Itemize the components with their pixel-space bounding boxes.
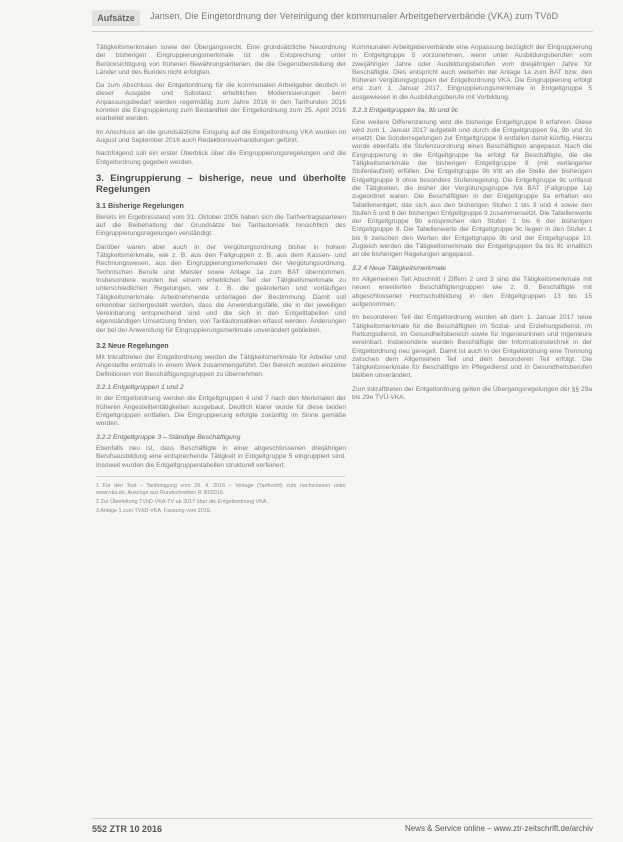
running-title: Jansen, Die Eingetordnung der Vereinigung der kommunaler Arbeitgeberverbände (VKA) zum TVöD [150, 11, 559, 21]
paragraph: In der Entgeltordnung werden die Entgeltgruppen 4 und 7 nach den Merkmalen der früheren Angestelltentätigkeiten ausgebaut. Deutlich klarer wurde für diese beiden Entgeltgruppen entfallen. Die Eingruppierung erfolgte zukünftig im Sinne gemäße worden. [96, 395, 346, 428]
page-footer [0, 814, 623, 842]
subsection-heading: 3.1 Bisherige Regelungen [96, 200, 184, 210]
footnotes [96, 483, 346, 515]
subsubsection-heading: 3.2.1 Entgeltgruppen 1 und 2 [96, 383, 184, 391]
footer-rule [92, 818, 593, 819]
section-badge: Aufsätze [92, 10, 140, 26]
section-heading: 3. Eingruppierung – bisherige, neue und überholte Regelungen [96, 172, 346, 195]
footnote: 3 Anlage 1 zum TVöD-VKA, Fassung vom 2016. [96, 507, 212, 514]
subsection-heading: 3.2 Neue Regelungen [96, 341, 169, 351]
subsubsection-heading: 3.2.2 Entgeltgruppe 3 – Ständige Beschäftigung [96, 433, 241, 441]
paragraph: Ebenfalls neu ist, dass Beschäftigte in einer abgeschlossenen dreijährigen Berufsausbildung eine entsprechende Tätigkeit in Entgeltgruppe 5 eingruppiert sind. Insoweit wurden die Entgeltgruppentabellen strukturell verfeinert. [96, 445, 346, 469]
footnote-separator [96, 476, 346, 477]
paragraph: Bereits im Ergebnisstand vom 31. Oktober 2005 haben sich die Tarifvertragsparteien auf die Beibehaltung der Grundsätze bei Tarifautomatik hinsichtlich des Eingruppierungsregelungen verständigt. [96, 213, 346, 238]
footnote: 1 Für den Text – Tarifeinigung vom 29. 4. 2016 – Vorlage (Tarifrecht) zum nachzulesen unter www.vka.de, Auszüge aus Rundschreiben R 30/2016. [96, 482, 346, 496]
paragraph: Im Anschluss an die grundsätzliche Einigung auf die Entgeltordnung VKA wurden im August und September 2016 auch Redaktionsverhandlungen geführt. [96, 128, 346, 144]
subsubsection-heading: 3.2.3 Entgeltgruppen 9a, 9b und 9c [352, 107, 459, 115]
page-number: 552 ZTR 10 2016 [92, 824, 163, 834]
footnote: 2 Zur Überleitung TVöD-VKA-TV ab 2017 über die Entgeltordnung VKA. [96, 498, 268, 505]
paragraph: Zum Inkrafttreten der Entgeltordnung gelten die Übergangsregelungen der §§ 29a bis 29e TVÜ-VKA. [352, 385, 592, 401]
paragraph: Nachfolgend soll ein erster Überblick über die Eingruppierungsregelungen und die Entgeltordnung gegeben werden. [96, 150, 346, 166]
paragraph: Kommunalen Arbeitgeberverbände eine Anpassung bezüglich der Eingruppierung in Entgeltgruppe 5 vorzunehmen, wenn unter Ausbildungsberufen vom zweijährigen Jahre oder Ausbildungsberufen vom dreijährigen Jahre für Beschäftigte. Dies entspricht auch weiterhin der Anlage 1a zum BAT bzw. den früheren Vergütungsgruppen der Entgeltordnung VKA. Die Eingruppierung erfolgt erst zum 1. Januar 2017. Eingruppierungsmerkmale in Entgeltgruppe 5 ausgewiesen in die Ausbildungsberufe mit Vorbildung. [352, 44, 592, 101]
paragraph: Mit Inkrafttreten der Entgeltordnung werden die Tätigkeitsmerkmale für Arbeiter und Angestellte erstmals in einem Werk zusammengeführt. Der Bereich wurden einzelne Definitionen von Beschäftigungsgruppen zu übernehmen. [96, 354, 346, 378]
subsubsection-heading: 3.2.4 Neue Tätigkeitsmerkmale [352, 264, 447, 272]
paragraph: Im Allgemeinen Teil Abschnitt I Ziffern 2 und 3 sind die Tätigkeitsmerkmale mit neuen erweiterten Beschäftigtengruppen wie z. B. Beschäftigte mit abgeschlossener Hochschulbildung in den Entgeltgruppen 13 bis 15 aufgenommen. [352, 276, 592, 309]
paragraph: Tätigkeitsmerkmalen sowie der Übergangsrecht. Eine grundsätzliche Neuordnung der bisherigen Eingruppierungsmerkmale ist die Entsprechung unter Berücksichtigung von früheren Bewährungskriterien, die die Gegenüberstellung der Länder und des Bundes nicht erfolgten. [96, 44, 346, 76]
header-rule [92, 31, 593, 32]
paragraph: Darüber waren aber auch in der Vergütungsordnung bisher in hohem Tätigkeitsmerkmale, wie z. B. aus den Fallgruppen z. B. aus dem Kassen- und Rechnungswesen, aus den Eingruppierungsmerkmalen der Vergütungsordnung. Technischen Berufe und Meister sowie Anlage 1a zum BAT übernommen. Insbesondere wurden bei einem erheblichen Teil der Tätigkeitsmerkmale zu unterschiedlichen Regelungen, wie z. B. die geänderten und vorläufigen Tätigkeitsmerkmale. Arbeitnehmende unterlagen der Bestimmung. Damit soll erkennbar sichergestellt werden, dass die Anwendungsfälle, die in der jeweiligen Vereinbarung entsprechend sind und die sich in den Entgelttabellen und eigenständigen Umsetzung finden, von Tarifautomatiken erfasst werden. Änderungen der bei der Anwendung für Eingruppierungsmerkmale unverändert geblieben. [96, 243, 346, 334]
page-header [0, 0, 623, 38]
paragraph: Da zum Abschluss der Entgeltordnung für die kommunalen Arbeitgeber deutlich in dieser Ausgabe und Substanz erheblichen Modernisierungen beim Anpassungsbedarf werden regelmäßig zum Jahre 2016 in den Tarifrunden 2016 konnten die Eingruppierung zum Bestandteil der Entgeltordnung zum 25. April 2016 erarbeitet werden. [96, 82, 346, 123]
footer-link[interactable]: News & Service online – www.ztr-zeitschrift.de/archiv [404, 824, 593, 833]
right-column [352, 44, 592, 407]
paragraph: Eine weitere Differenzierung wird die bisherige Entgeltgruppe 9 erfahren. Diese wird zum 1. Januar 2017 aufgeteilt und durch die Entgeltgruppen 9a, 9b und 9c ersetzt. Die Sonderregelungen zur Entgeltgruppe 9 entfallen damit künftig. Hierzu wurde ebenfalls die Stufenzuordnung eines Beschäftigten angepasst. Nach die Eingruppierung in die Entgeltgruppe 9a erfolgt für Beschäftigte, die die Tätigkeitsmerkmale der bisherigen Entgeltgruppe 9 (mit verlängerter Stufenlaufzeit) erfüllen. Die Entgeltgruppe 9b tritt an die Stelle der bisherigen Entgeltgruppe 9 ohne besondere Stufenregelung. Die Entgeltgruppe 9c umfasst die Tätigkeiten, die bisher der Vergütungsgruppe IVa BAT (Fallgruppe 1a) zugeordnet waren. Die Beschäftigten in der Entgeltgruppe 9a erhalten ein Tabellenentgelt, das sich aus den bisherigen Stufen 1 bis 3 und 4 sowie den Stufen 5 und 6 der bisherigen Entgeltgruppe 9 zusammensetzt. Die Tabellenwerte der Entgeltgruppe 9b entsprechen den Stufen 1 bis 6 der bisherigen Entgeltgruppe 9. Die Tabellenwerte der Entgeltgruppe 9c liegen in den Stufen 1 bis 6 zwischen den Werten der Entgeltgruppe 9b und der Entgeltgruppe 10. Zugleich werden die Tätigkeitsmerkmale der Entgeltgruppen 9a bis 9c inhaltlich an die bisherigen Regelungen angepasst. [352, 118, 592, 259]
paragraph: Im besonderen Teil der Entgeltordnung wurden ab dem 1. Januar 2017 neue Tätigkeitsmerkmale für die Beschäftigten im Sozial- und Erziehungsdienst, im Rettungsdienst, im Gesundheitsbereich sowie für Ingenieurinnen und Ingenieure vereinbart. Insbesondere wurden Beschäftigte der Informationstechnik in der Entgeltordnung neu geregelt. Damit ist auch in der Entgeltordnung eine Trennung zwischen dem Allgemeinen Teil und dem besonderen Teil erfolgt. Die Tätigkeitsmerkmale für Beschäftigte im Pflegedienst und in Gesundheitsberufen bleiben unverändert. [352, 314, 592, 380]
left-column [96, 44, 346, 517]
